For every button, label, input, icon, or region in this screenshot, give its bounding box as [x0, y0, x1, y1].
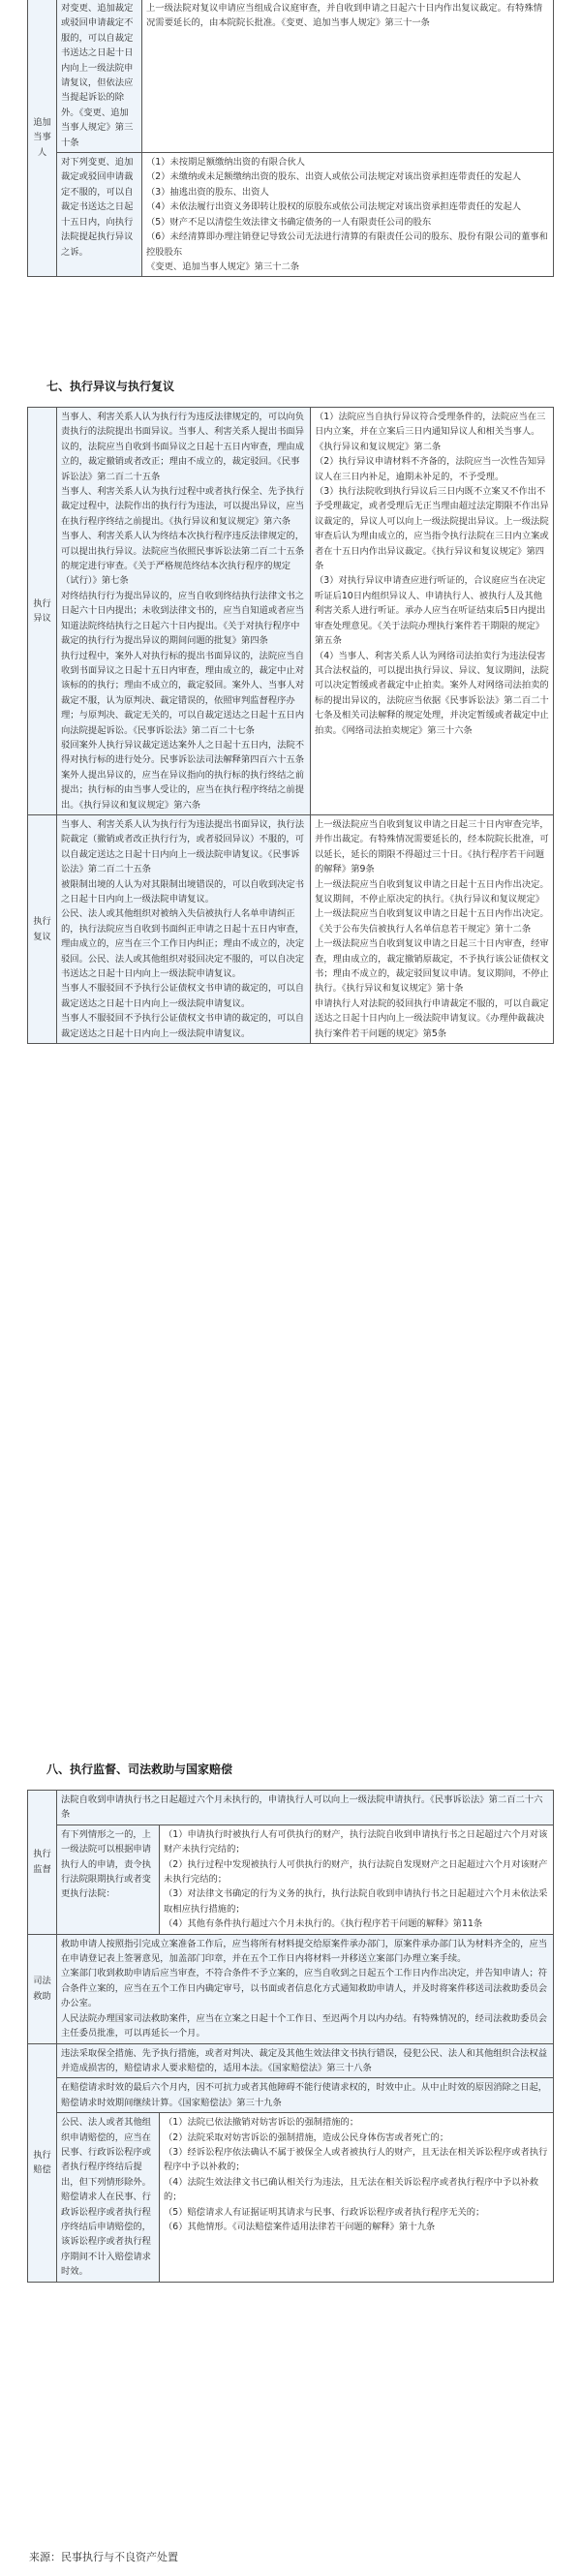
compensation-top: 违法采取保全措施、先予执行措施，或者对判决、裁定及其他生效法律文书执行错误，侵犯公民、法人和其他组织合法权益并造成损害的，赔偿请求人要求赔偿的，适用本法。《国家赔偿法》第三十八条 — [57, 2043, 554, 2078]
list-item: （4）未依法履行出资义务即转让股权的原股东或依公司法规定对该出资承担连带责任的发起人 — [146, 201, 522, 213]
list-item: （6）其他情形。《司法赔偿案件适用法律若干问题的解释》第十九条 — [164, 2221, 436, 2232]
list-item: （4）其他有条件执行超过六个月未执行的。《执行程序若干问题的解释》第11条 — [164, 1918, 483, 1930]
paragraph: （1）法院应当自执行异议符合受理条件的，法院应当在三日内立案，并在立案后三日内通知异议人和相关当事人。《执行异议和复议规定》第二条 — [315, 412, 546, 452]
paragraph: 人民法院办理国家司法救助案件，应当在立案之日起十个工作日、至迟两个月以内办结。有特殊情况的，经司法救助委员会主任委员批准，可以再延长一个月。 — [61, 2012, 548, 2039]
top-r1-left: 对变更、追加裁定或驳回申请裁定不服的，可以自裁定书送达之日起十日内向上一级法院申请复议，但依法应当提起诉讼的除外。《变更、追加当事人规定》第三十条 — [57, 0, 142, 153]
paragraph: 当事人、利害关系人认为执行过程中或者执行保全、先予执行裁定过程中，法院作出的执行行为违法，可以提出异议，应当在执行程序终结之前提出。《执行异议和复议规定》第六条 — [61, 486, 305, 527]
paragraph: 上一级法院应当自收到复议申请之日起十五日内作出决定。《关于公布失信被执行人名单信息若干规定》第十二条 — [315, 908, 549, 935]
list-item: 《变更、追加当事人规定》第三十二条 — [146, 261, 300, 272]
paragraph: （3）对执行异议申请查应进行听证的，合议庭应当在决定听证后10日内组织异议人、申请执行人、被执行人及其他利害关系人进行听证。承办人应当在听证结束后5日内提出审查处理意见。《关于法院办理执行案件若干期限的规定》第五条 — [315, 575, 546, 647]
list-item: （6）未经清算即办理注销登记导致公司无法进行清算的有限责任公司的股东、股份有限公司的董事和控股股东 — [146, 231, 548, 258]
list-item: （2）法院采取对妨害诉讼的强制措施，造成公民身体伤害或者死亡的； — [164, 2131, 449, 2143]
supervision-right — [160, 1825, 554, 1934]
supervision-left: 有下列情形之一的，上一级法院可以根据申请执行人的申请，责令执行法院限期执行或者变更执行法院： — [57, 1825, 160, 1934]
list-item: （1）未按期足额缴纳出资的有限合伙人 — [146, 157, 305, 169]
paragraph: 被限制出境的人认为对其限制出境错误的，可以自收到决定书之日起十日内向上一级法院申请复议。 — [61, 878, 305, 905]
paragraph: 申请执行人对法院的驳回执行申请裁定不服的，可以自裁定送达之日起十日内向上一级法院申请复议。《办理仲裁裁决执行案件若干问题的规定》第5条 — [315, 997, 549, 1039]
paragraph: 上一级法院应当自收到复议申请之日起三十日内审查完毕，并作出裁定。有特殊情况需要延长的，经本院院长批准，可以延长，延长的期限不得超过三十日。《执行程序若干问题的解释》第9条 — [315, 818, 549, 875]
compensation-left: 公民、法人或者其他组织申请赔偿的，应当在民事、行政诉讼程序或者执行程序终结后提出，但下列情形除外。赔偿请求人在民事、行政诉讼程序或者执行程序终结后申请赔偿的，该诉讼程序或者执行程序期间不计入赔偿请求时效。 — [57, 2113, 160, 2282]
label-aid: 司法救助 — [28, 1934, 57, 2043]
section-8-title: 八、执行监督、司法救助与国家赔偿 — [46, 1763, 233, 1776]
paragraph: 当事人不服驳回不予执行公证债权文书申请的裁定的，可以自裁定送达之日起十日内向上一级法院申请复议。 — [61, 1013, 305, 1039]
objection-right — [311, 408, 554, 815]
top-r2-right — [142, 153, 554, 277]
label-objection: 执行异议 — [28, 408, 57, 815]
list-item: （1）申请执行时被执行人有可供执行的财产，执行法院自收到申请执行书之日起超过六个月对该财产未执行完结的； — [164, 1828, 548, 1855]
paragraph: 当事人不服驳回不予执行公证债权文书申请的裁定的，可以自裁定送达之日起十日内向上一级法院申请复议。 — [61, 983, 305, 1009]
section-8-table — [27, 1790, 554, 2283]
list-item: （5）赔偿请求人有证据证明其请求与民事、行政诉讼程序或者执行程序无关的； — [164, 2206, 485, 2218]
paragraph: 当事人、利害关系人认为执行行为违法提出书面异议，执行法院裁定（撤销或者改正执行行为，或者驳回异议）不服的，可以自裁定送达之日起十日内向上一级法院申请复议。《民事诉讼法》第二百二十五条 — [61, 818, 305, 875]
objection-left — [57, 408, 311, 815]
supervision-top: 法院自收到申请执行书之日起超过六个月未执行的，申请执行人可以向上一级法院申请执行。《民事诉讼法》第二百二十六条 — [57, 1791, 554, 1825]
label-supervision: 执行监督 — [28, 1791, 57, 1935]
source-note: 来源：民事执行与不良资产处置 — [29, 2551, 178, 2563]
top-r1-right: 上一级法院对复议申请应当组成合议庭审查，并自收到申请之日起六十日内作出复议裁定。有特殊情况需要延长的，由本院院长批准。《变更、追加当事人规定》第三十一条 — [142, 0, 554, 153]
paragraph: 驳回案外人执行异议裁定送达案外人之日起十五日内，法院不得对执行标的进行处分。民事诉讼法司法解释第四百六十五条 — [61, 739, 305, 766]
section-7-title: 七、执行异议与执行复议 — [46, 380, 175, 393]
list-item: （5）财产不足以清偿生效法律文书确定债务的一人有限责任公司的股东 — [146, 216, 432, 228]
paragraph: 立案部门收到救助申请后应当审查，不符合条件不予立案的，应当自收到之日起五个工作日内作出决定，并告知申请人；符合条件立案的，应当在五个工作日内确定审号，以书面或者信息化方式通知救助申请人，并及时将案件移送司法救助委员会办公室。 — [61, 1968, 548, 2009]
list-item: （4）法院生效法律文书已确认相关行为违法，且无法在相关诉讼程序或者执行程序中予以补救的； — [164, 2176, 539, 2203]
paragraph: 当事人、利害关系人认为终结本次执行程序违反法律规定的，可以提出执行异议。法院应当依照民事诉讼法第二百二十五条的规定进行审查。《关于严格规范终结本次执行程序的规定（试行）》第七条 — [61, 531, 305, 587]
paragraph: （3）执行法院收到执行异议后三日内既不立案又不作出不予受理裁定，或者受理后无正当理由超过法定期限不作出异议裁定的，异议人可以向上一级法院提出异议。上一级法院审查后认为理由成立的，应当指令执行法院在三日内立案或者在十五日内作出异议裁定。《执行异议和复议规定》第四条 — [315, 486, 549, 572]
list-item: （2）未缴纳或未足额缴纳出资的股东、出资人或依公司法规定对该出资承担连带责任的发起人 — [146, 171, 522, 183]
label-review: 执行复议 — [28, 814, 57, 1043]
list-item: （1）法院已依法撤销对妨害诉讼的强制措施的； — [164, 2117, 359, 2129]
compensation-right — [160, 2113, 554, 2282]
compensation-mid: 在赔偿请求时效的最后六个月内，因不可抗力或者其他障碍不能行使请求权的，时效中止。从中止时效的原因消除之日起，赔偿请求时效期间继续计算。《国家赔偿法》第三十九条 — [57, 2078, 554, 2113]
paragraph: 上一级法院应当自收到复议申请之日起三十日内审查，经审查，理由成立的，裁定撤销原裁定，不予执行该公证债权文书；理由不成立的，裁定驳回复议申请。复议期间，不停止执行。《执行异议和复议规定》第十条 — [315, 938, 549, 995]
top-r2-left: 对下列变更、追加裁定或驳回申请裁定不服的，可以自裁定书送达之日起十五日内，向执行法院提起执行异议之诉。 — [57, 153, 142, 277]
paragraph: 对终结执行行为提出异议的，应当自收到终结执行法律文书之日起六十日内提出；未收到法律文书的，应当自知道或者应当知道法院终结执行之日起六十日内提出。《关于对执行程序中裁定的执行行为提出异议的期间问题的批复》第四条 — [61, 590, 305, 647]
paragraph: （4）当事人、利害关系人认为网络司法拍卖行为违法侵害其合法权益的，可以提出执行异议、异议、复议期间，法院可以决定暂缓或者裁定中止拍卖。案外人对网络司法拍卖的标的提出异议的，法院应当依据《民事诉讼法》第二百二十七条及相关司法解释的规定处理，并决定暂缓或者裁定中止拍卖。《网络司法拍卖规定》第三十六条 — [315, 650, 549, 736]
paragraph: 当事人、利害关系人认为执行行为违反法律规定的，可以向负责执行的法院提出书面异议。当事人、利害关系人提出书面异议的，法院应当自收到书面异议之日起十五日内审查，理由成立的，裁定撤销或者改正；理由不成立的，裁定驳回。《民事诉讼法》第二百二十五条 — [61, 412, 305, 482]
paragraph: 救助申请人按照指引完成立案准备工作后，应当将所有材料提交给原案件承办部门，原案件承办部门认为材料齐全的，应当在申请登记表上签署意见，加盖部门印章，并在五个工作日内将材料一并移送立案部门办理立案手续。 — [61, 1938, 548, 1965]
aid-content — [57, 1934, 554, 2043]
label-compensation: 执行赔偿 — [28, 2043, 57, 2282]
top-table — [27, 0, 554, 277]
list-item: （3）抽逃出资的股东、出资人 — [146, 186, 269, 198]
paragraph: （2）执行异议申请材料不齐备的，法院应当一次性告知异议人在三日内补足，逾期未补足的，不予受理。 — [315, 456, 546, 482]
review-right — [311, 814, 554, 1043]
paragraph: 执行过程中，案外人对执行标的提出书面异议的，法院应当自收到书面异议之日起十五日内审查，理由成立的，裁定中止对该标的的执行；理由不成立的，裁定驳回。案外人、当事人对裁定不服，认为原判决、裁定错误的，依照审判监督程序办理；与原判决、裁定无关的，可以自裁定送达之日起十五日内向法院提起诉讼。《民事诉讼法》第二百二十七条 — [61, 650, 305, 736]
paragraph: 案外人提出异议的，应当在异议指向的执行标的执行终结之前提出；执行标的由当事人受让的，应当在执行程序终结之前提出。《执行异议和复议规定》第六条 — [61, 769, 305, 811]
label-add-party: 追加当事人 — [28, 0, 57, 277]
list-item: （3）对法律文书确定的行为义务的执行，执行法院自收到申请执行书之日起超过六个月未依法采取相应执行措施的； — [164, 1888, 548, 1915]
paragraph: 公民、法人或其他组织对被纳入失信被执行人名单申请纠正的，执行法院应当自收到书面纠正申请之日起十五日内审查，理由成立的，应当在三个工作日内纠正；理由不成立的，决定驳回。公民、法人或其他组织对驳回决定不服的，可以自决定书送达之日起十日内向上一级法院申请复议。 — [61, 908, 305, 980]
list-item: （3）经诉讼程序依法确认不属于被保全人或者被执行人的财产，且无法在相关诉讼程序或者执行程序中予以补救的； — [164, 2146, 548, 2173]
section-7-table — [27, 407, 554, 1044]
list-item: （2）执行过程中发现被执行人可供执行的财产，执行法院自发现财产之日起超过六个月对该财产未执行完结的； — [164, 1858, 548, 1886]
paragraph: 上一级法院应当自收到复议申请之日起十五日内作出决定。复议期间，不停止原决定的执行。《执行异议和复议规定》 — [315, 878, 549, 905]
review-left — [57, 814, 311, 1043]
